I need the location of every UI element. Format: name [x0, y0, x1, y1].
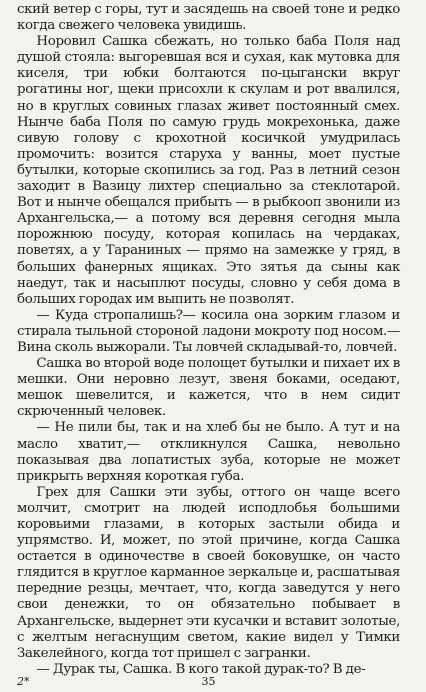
paragraph: — Дурак ты, Сашка. В кого такой дурак-то? В де- — [36, 661, 366, 677]
paragraph: Сашка во второй воде полощет бутылки и пихает их в мешки. Они неровно лезут, звеня боками, оседают, мешок шевелится, и кажется, что в нем сидит скрюченный человек. — [17, 356, 400, 420]
body-text — [17, 2, 400, 678]
paragraph: ский ветер с горы, тут и засядешь на своей тоне и редко когда свежего человека увидишь. — [17, 2, 400, 34]
page-number: 35 — [201, 675, 216, 688]
page-footer — [17, 675, 400, 689]
printer-signature: 2* — [17, 675, 30, 688]
paragraph: Грех для Сашки эти зубы, оттого он чаще всего молчит, смотрит на людей исподлобья большими коровьими глазами, в которых застыли обида и упрямство. И, может, по этой причине, когда Сашка остается в одиночестве в своей боковушке, он часто глядится в круглое карманное зеркальце и, расшатывая передние резцы, мечтает, что, когда заведутся у него свои денежки, то он обязательно побывает в Архангельске, выдернет эти кусачки и вставит золотые, с желтым негаснущим светом, какие видел у Тимки Закелейного, когда тот пришел с загранки. — [17, 484, 400, 661]
paragraph: Норовил Сашка сбежать, но только баба Поля над душой стояла: выгоревшая вся и сухая, как мутовка для киселя, три юбки болтаются по-цыгански вкруг рогатины ног, щеки присохли к скулам и рот ввалился, но в круглых совиных глазах живет постоянный смех. Нынче баба Поля по самую грудь мокрехонька, даже сивую голову с крохотной косичкой умудрилась промочить: возится старуха у ванны, моет пустые бутылки, которые скопились за год. Раз в летний сезон заходит в Вазицу лихтер специально за стеклотарой. Вот и нынче обещался прибыть — в рыбкооп звонили из Архангельска,— а потому вся деревня сегодня мыла порожнюю посуду, которая копилась на чердаках, поветях, а у Тараниных — прямо на замежке у гряд, в больших фанерных ящиках. Это зятья да сыны как наедут, так и насыплют посуды, словно у себя дома в больших городах им выпить не позволят. — [17, 34, 400, 307]
paragraph: — Куда стропалишь?— косила она зорким глазом и стирала тыльной стороной ладони мокроту под носом.— Вина сколь выжорали. Ты ловчей складывай-то, ловчей. — [17, 307, 400, 355]
paragraph: — Не пили бы, так и на хлеб бы не было. А тут и на масло хватит,— откликнулся Сашка, невольно показывая два лопатистых зуба, которые не может прикрыть верхняя короткая губа. — [17, 420, 400, 484]
